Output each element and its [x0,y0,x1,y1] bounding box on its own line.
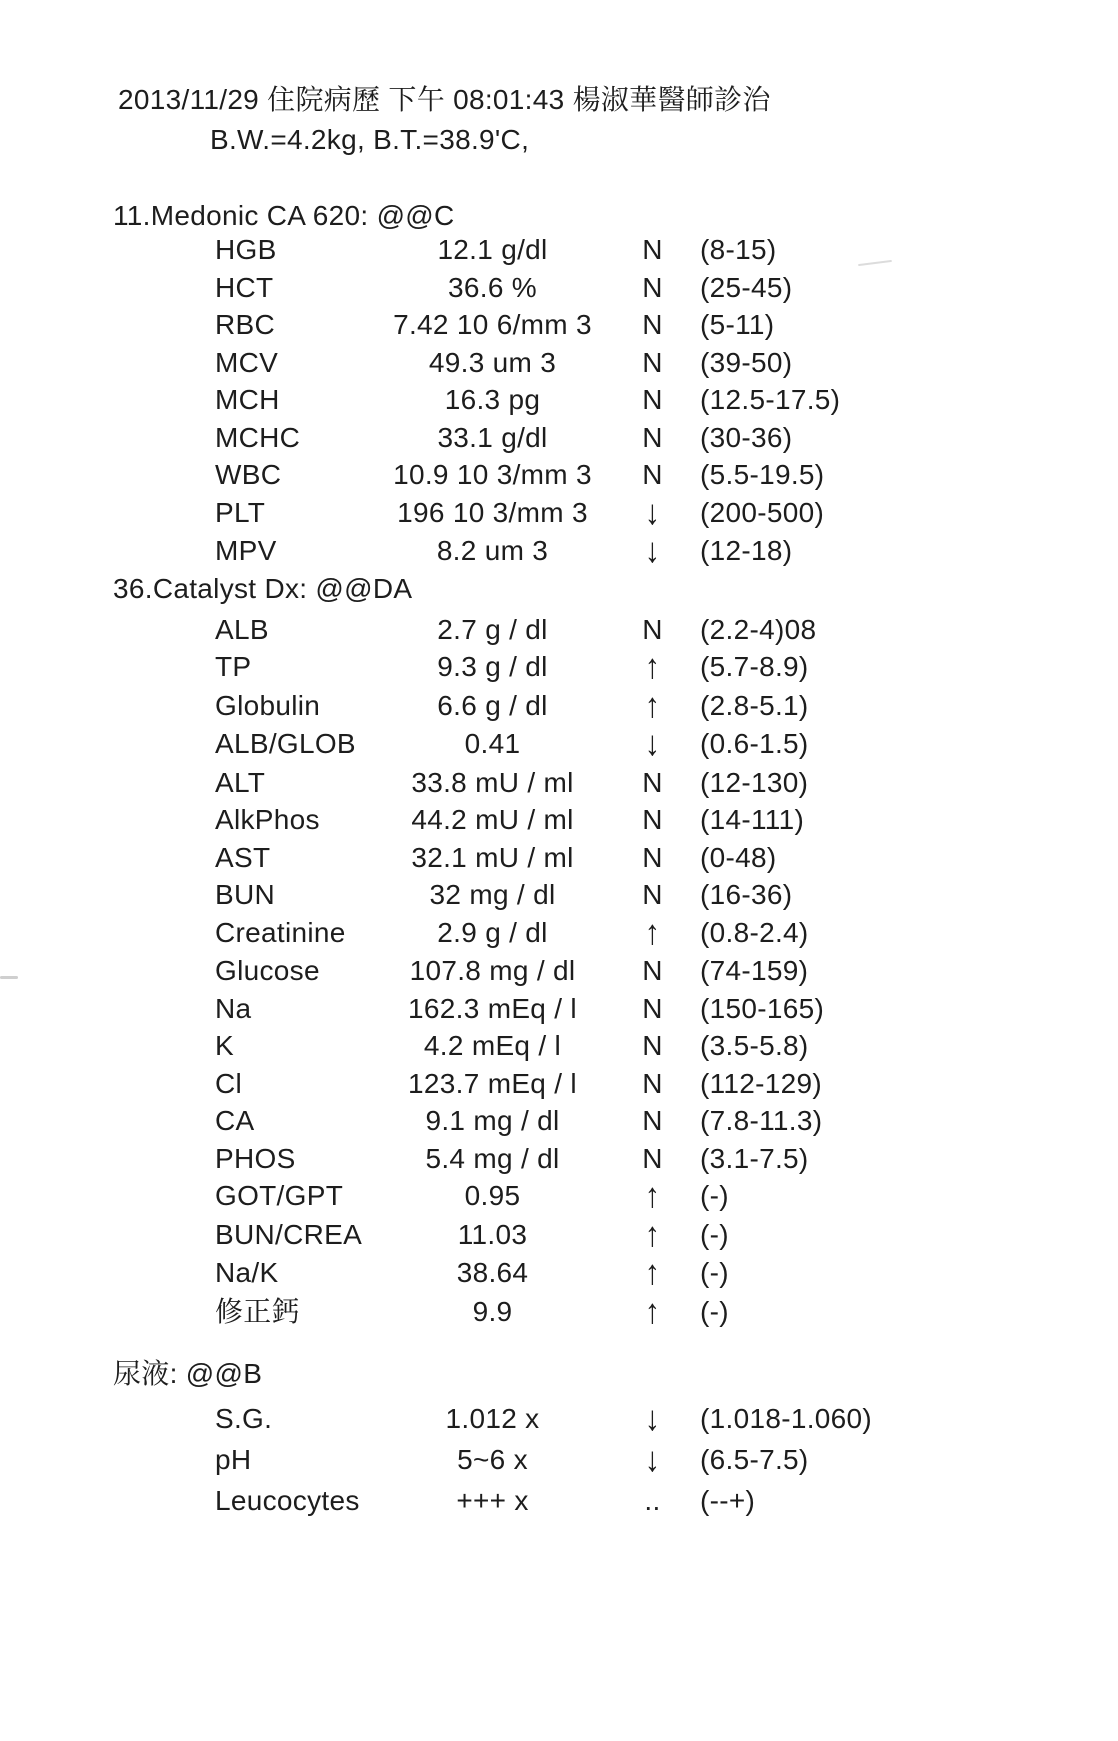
test-value: 5~6 x [457,1444,528,1475]
result-flag [605,648,700,687]
test-value: 0.41 [464,728,521,759]
test-value: 12.1 g/dl [437,234,548,265]
lab-result-row [215,1293,1118,1332]
test-name: Leucocytes [215,1485,360,1516]
lab-section [0,574,1118,1332]
test-name: MCV [215,346,279,378]
test-name: AST [215,841,271,873]
reference-range: (0.8-2.4) [700,916,809,948]
normal-flag: N [642,459,663,490]
test-value: 16.3 pg [444,384,541,415]
lab-result-row [215,1065,1118,1103]
test-value: 7.42 10 6/mm 3 [393,309,592,340]
reference-range: (2.2-4)08 [700,613,817,645]
test-name: ALB [215,613,269,645]
test-value: 9.1 mg / dl [425,1105,560,1136]
test-value: 32 mg / dl [429,879,556,910]
test-name: PLT [215,496,266,528]
test-value: 9.9 [472,1295,513,1327]
reference-range: (--+) [700,1485,756,1516]
test-name: WBC [215,459,282,490]
normal-flag: N [642,271,663,303]
normal-flag: N [642,384,663,415]
test-value: 123.7 mEq / l [408,1067,577,1099]
lab-result-row [215,419,1118,457]
reference-range: (-) [700,1218,729,1250]
down-arrow-icon: ↓ [644,723,661,764]
reference-range: (1.018-1.060) [700,1403,873,1434]
reference-range: (12-130) [700,766,809,798]
lab-result-row [215,914,1118,953]
reference-range: (30-36) [700,421,793,453]
lab-result-row [215,1399,1118,1440]
lab-section [0,201,1118,571]
test-name: CA [215,1105,255,1136]
up-arrow-icon: ↑ [644,1252,661,1293]
test-value: 32.1 mU / ml [411,841,574,873]
reference-range: (0.6-1.5) [700,728,809,759]
reference-range: (0-48) [700,841,777,873]
reference-range: (2.8-5.1) [700,689,809,721]
test-name: RBC [215,309,276,340]
test-name: BUN [215,879,276,910]
lab-sections [0,201,1118,1521]
section-title: 尿液: @@B [113,1358,263,1389]
test-name: HCT [215,271,274,303]
result-flag [605,1177,700,1216]
lab-result-row [215,381,1118,419]
test-name: MCH [215,384,280,415]
up-arrow-icon: ↑ [644,912,661,952]
test-name: TP [215,651,252,682]
test-name: AlkPhos [215,804,320,835]
reference-range: (6.5-7.5) [700,1444,809,1475]
normal-flag: N [642,841,663,873]
lab-result-row [215,344,1118,382]
test-name: HGB [215,234,277,265]
reference-range: (14-111) [700,804,805,835]
result-flag [605,1254,700,1293]
normal-flag: N [642,804,663,835]
test-value: 6.6 g / dl [437,689,548,721]
section-title: 11.Medonic CA 620: @@C [113,200,455,231]
result-rows [0,1399,1118,1521]
test-name: pH [215,1444,252,1475]
normal-flag: N [642,955,663,986]
up-arrow-icon: ↑ [644,1291,661,1331]
reference-range: (12-18) [700,535,793,566]
lab-result-row [215,611,1118,649]
reference-range: (5-11) [700,309,775,340]
section-title: 36.Catalyst Dx: @@DA [113,572,413,604]
lab-result-row [215,1102,1118,1140]
test-value: 0.95 [464,1180,521,1211]
normal-flag: N [642,992,663,1024]
test-value: 2.9 g / dl [437,916,548,948]
lab-result-row [215,990,1118,1028]
visit-header-line: 2013/11/29 住院病歷 下午 08:01:43 楊淑華醫師診治 [118,84,771,115]
test-name: BUN/CREA [215,1218,363,1250]
test-name: ALT [215,766,266,798]
test-value: 196 10 3/mm 3 [397,496,588,528]
reference-range: (150-165) [700,992,825,1024]
test-value: 107.8 mg / dl [409,955,576,986]
lab-result-row [215,1440,1118,1481]
test-name: Cl [215,1067,243,1099]
reference-range: (39-50) [700,346,793,378]
trace-flag: .. [644,1485,661,1516]
vitals-line: B.W.=4.2kg, B.T.=38.9'C, [210,124,530,155]
down-arrow-icon: ↓ [644,530,661,571]
result-flag [605,532,700,571]
down-arrow-icon: ↓ [644,492,661,532]
normal-flag: N [642,1105,663,1136]
test-name: Globulin [215,689,321,721]
result-flag [605,494,700,533]
lab-result-row [215,494,1118,533]
result-flag [605,1399,700,1440]
test-name: K [215,1030,234,1061]
test-value: 38.64 [456,1257,529,1288]
scan-smudge-artifact [0,976,18,979]
lab-result-row [215,648,1118,687]
up-arrow-icon: ↑ [644,685,661,725]
reference-range: (12.5-17.5) [700,384,841,415]
down-arrow-icon: ↓ [644,1439,661,1480]
lab-result-row [215,532,1118,571]
test-value: 162.3 mEq / l [408,992,577,1024]
down-arrow-icon: ↓ [644,1398,661,1439]
normal-flag: N [642,309,663,340]
test-name: PHOS [215,1142,296,1174]
lab-result-row [215,687,1118,726]
lab-result-row [215,1177,1118,1216]
report-header [0,83,1118,157]
reference-range: (5.5-19.5) [700,459,825,490]
lab-result-row [215,876,1118,914]
test-name: Na/K [215,1257,279,1288]
up-arrow-icon: ↑ [644,1214,661,1254]
reference-range: (-) [700,1180,729,1211]
test-value: 9.3 g / dl [437,651,548,682]
test-name: Creatinine [215,916,346,948]
test-name: MPV [215,535,277,566]
reference-range: (74-159) [700,955,809,986]
test-name: ALB/GLOB [215,728,356,759]
reference-range: (16-36) [700,879,793,910]
reference-range: (-) [700,1257,729,1288]
result-rows [0,231,1118,571]
result-flag [605,914,700,953]
lab-result-row [215,1216,1118,1255]
reference-range: (200-500) [700,496,825,528]
test-value: +++ x [456,1485,529,1516]
reference-range: (25-45) [700,271,793,303]
test-value: 11.03 [457,1218,528,1250]
normal-flag: N [642,421,663,453]
reference-range: (8-15) [700,234,777,265]
lab-result-row [215,231,1118,269]
reference-range: (-) [700,1295,729,1327]
test-value: 5.4 mg / dl [425,1142,560,1174]
test-value: 8.2 um 3 [436,535,549,566]
normal-flag: N [642,1142,663,1174]
test-value: 1.012 x [445,1403,540,1434]
test-value: 4.2 mEq / l [423,1030,562,1061]
test-name: MCHC [215,421,301,453]
result-flag [605,687,700,726]
normal-flag: N [642,766,663,798]
result-flag [605,725,700,764]
result-flag [605,1440,700,1481]
test-value: 10.9 10 3/mm 3 [393,459,592,490]
test-value: 36.6 % [448,271,537,303]
lab-result-row [215,1027,1118,1065]
test-name: S.G. [215,1403,273,1434]
test-name: 修正鈣 [215,1295,300,1327]
normal-flag: N [642,234,663,265]
reference-range: (3.1-7.5) [700,1142,809,1174]
up-arrow-icon: ↑ [644,646,661,687]
lab-result-row [215,952,1118,990]
reference-range: (5.7-8.9) [700,651,809,682]
lab-result-row [215,725,1118,764]
normal-flag: N [642,1067,663,1099]
lab-section [0,1359,1118,1521]
test-value: 49.3 um 3 [428,346,557,378]
normal-flag: N [642,613,663,645]
reference-range: (112-129) [700,1067,823,1099]
up-arrow-icon: ↑ [644,1175,661,1216]
result-rows [0,611,1118,1332]
reference-range: (3.5-5.8) [700,1030,809,1061]
result-flag [605,1216,700,1255]
lab-result-row [215,269,1118,307]
lab-result-row [215,1254,1118,1293]
test-name: Glucose [215,955,320,986]
lab-result-row [215,456,1118,494]
lab-result-row [215,801,1118,839]
test-value: 33.1 g/dl [437,421,548,453]
normal-flag: N [642,1030,663,1061]
lab-result-row [215,839,1118,877]
test-value: 44.2 mU / ml [411,804,574,835]
lab-result-row [215,1140,1118,1178]
normal-flag: N [642,346,663,378]
reference-range: (7.8-11.3) [700,1105,823,1136]
test-name: Na [215,992,252,1024]
lab-result-row [215,764,1118,802]
test-value: 33.8 mU / ml [411,766,574,798]
test-name: GOT/GPT [215,1180,344,1211]
result-flag [605,1293,700,1332]
normal-flag: N [642,879,663,910]
test-value: 2.7 g / dl [437,613,548,645]
lab-result-row [215,306,1118,344]
lab-report-page [0,83,1118,1741]
lab-result-row [215,1481,1118,1521]
